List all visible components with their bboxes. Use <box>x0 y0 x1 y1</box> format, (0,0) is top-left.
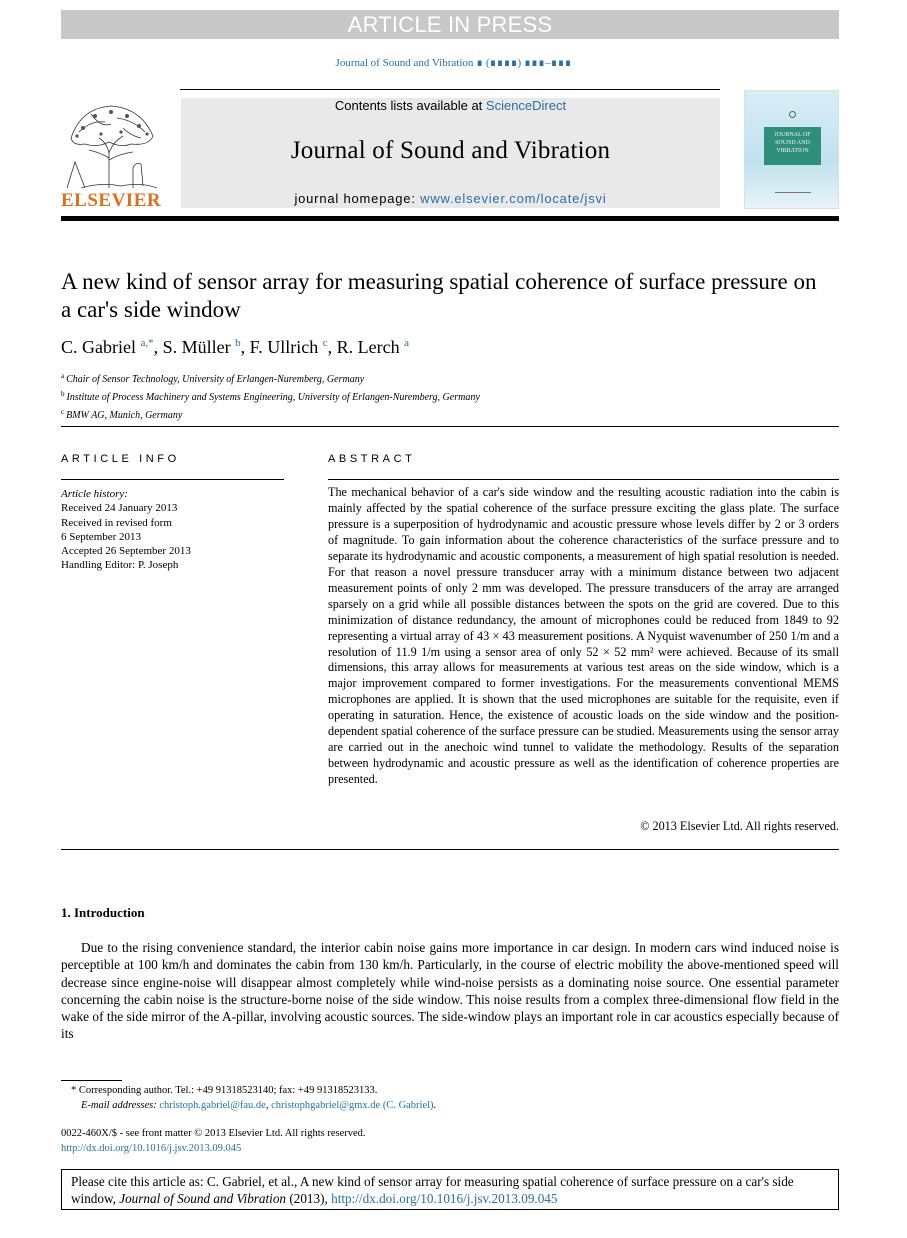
issn-block <box>61 1126 839 1156</box>
article-title: A new kind of sensor array for measuring spatial coherence of surface pressure on a car's side window <box>61 269 817 322</box>
issn-line: 0022-460X/$ - see front matter © 2013 Elsevier Ltd. All rights reserved. <box>61 1128 366 1139</box>
cover-emblem-icon <box>789 111 796 118</box>
article-history <box>61 487 284 573</box>
revised-date: 6 September 2013 <box>61 530 142 543</box>
introduction-text: Due to the rising convenience standard, the interior cabin noise gains more importance in car design. In modern cars wind induced noise is perceptible at 100 km/h and dominates the cabin from 130 km/h. Particularly, in the course of electric mobility the above-mentioned speed will decrease since engine-noise will disappear almost completely while wind-noise persists as a dominating noise source. One essential parameter concerning the cabin noise is the structure-borne noise of the side window. This noise results from a complex three-dimensional flow field in the wake of the side mirror of the A-pillar, involving acoustic sources. The side-window plays an important role in car acoustics especially because of its <box>61 940 839 1042</box>
journal-reference-link[interactable]: Journal of Sound and Vibration ∎ (∎∎∎∎) ∎∎∎–∎∎∎ <box>335 57 572 69</box>
affiliation-key: c <box>61 408 65 416</box>
affiliation-key: b <box>61 390 65 398</box>
author-name[interactable]: R. Lerch <box>336 337 400 357</box>
affiliation-text: BMW AG, Munich, Germany <box>66 410 183 421</box>
cover-title: JOURNAL OF SOUND AND VIBRATION <box>764 127 821 165</box>
section-divider <box>61 849 839 850</box>
handling-editor: Handling Editor: P. Joseph <box>61 559 179 572</box>
history-label: Article history: <box>61 488 128 500</box>
author-separator: , <box>153 337 163 357</box>
footnotes <box>61 1083 839 1113</box>
homepage-link[interactable]: www.elsevier.com/locate/jsvi <box>420 191 607 206</box>
affiliation-key: a <box>61 372 65 380</box>
doi-link[interactable]: http://dx.doi.org/10.1016/j.jsv.2013.09.045 <box>61 1143 242 1154</box>
author-affiliation-mark[interactable]: a <box>404 337 409 349</box>
corresponding-author-note: * Corresponding author. Tel.: +49 91318523140; fax: +49 91318523133. <box>71 1085 378 1096</box>
email-end: . <box>433 1100 437 1111</box>
footnote-rule <box>61 1080 122 1081</box>
author-name[interactable]: C. Gabriel <box>61 337 136 357</box>
author-name[interactable]: S. Müller <box>162 337 231 357</box>
abstract-rule <box>328 479 839 480</box>
cover-footer-mark <box>775 192 811 202</box>
author-affiliation-mark[interactable]: a,* <box>140 337 154 349</box>
affiliation-text: Chair of Sensor Technology, University of Erlangen-Nuremberg, Germany <box>66 374 365 385</box>
author-name[interactable]: F. Ullrich <box>249 337 319 357</box>
email-separator: , <box>265 1100 272 1111</box>
homepage-prefix: journal homepage: <box>294 191 421 206</box>
journal-title: Journal of Sound and Vibration <box>290 137 611 164</box>
elsevier-tree-logo <box>61 98 161 190</box>
author-separator: , <box>327 337 337 357</box>
citation-doi-link[interactable]: http://dx.doi.org/10.1016/j.jsv.2013.09.045 <box>331 1191 558 1206</box>
accepted-date: Accepted 26 September 2013 <box>61 545 191 558</box>
email-author-name[interactable]: (C. Gabriel) <box>382 1100 434 1111</box>
article-info-heading: ARTICLE INFO <box>61 453 180 465</box>
author-affiliation-mark[interactable]: b <box>235 337 241 349</box>
author-affiliation-mark[interactable]: c <box>322 337 328 349</box>
article-in-press-banner: ARTICLE IN PRESS <box>61 10 839 39</box>
email-line <box>61 1098 839 1113</box>
revised-label: Received in revised form <box>61 516 172 529</box>
affiliation-item <box>61 405 839 423</box>
contents-line <box>181 98 720 113</box>
abstract-heading: ABSTRACT <box>328 453 416 465</box>
affiliation-item <box>61 387 839 405</box>
citation-box <box>61 1169 839 1210</box>
sciencedirect-link[interactable]: ScienceDirect <box>485 98 567 113</box>
abstract-text: The mechanical behavior of a car's side window and the resulting acoustic radiation into the cabin is mainly affected by the spatial coherence of the surface pressure exciting the glass plate. The surface pressure is a superposition of hydrodynamic and acoustic pressure whose levels differ by 2 or 3 orders of magnitude. To gain information about the coherence characteristics of the surface pressure and to separate its hydrodynamic and acoustic components, a measurement of high spatial resolution is needed. For that reason a novel pressure transducer array with a minimum distance between two adjacent measurement points of only 2 mm was developed. The pressure transducers of the array are arranged sparsely on a grid while all possible distances between the spots on the grid are covered. Due to this minimization of distance redundancy, the amount of microphones could be reduced from 1849 to 92 representing a virtual array of 43 × 43 measurement positions. A Nyquist wavenumber of 250 1/m and a resolution of 11.9 1/m using a sensor area of only 52 × 52 mm² were achieved. Because of its small dimensions, this array allows for measurements at various test areas on the side window, which is a major improvement compared to former investigations. For the measurements conventional MEMS microphones are applied. It is shown that the used microphones are suitable for the requisite, even if operating in saturation. Hence, the existence of acoustic loads on the side window and the position-dependent spatial coherence of the surface pressure can be studied. Measurements using the sensor array are carried out in the anechoic wind tunnel to validate the methodology. Results of the separation between hydrodynamic and acoustic pressure as well as the identification of coherence properties are presented. <box>328 485 839 787</box>
contents-prefix: Contents lists available at <box>334 98 486 113</box>
affiliations <box>61 369 839 423</box>
elsevier-wordmark: ELSEVIER <box>61 190 162 211</box>
section-divider <box>61 426 839 427</box>
author-list <box>61 337 839 358</box>
header-thick-rule <box>61 216 839 221</box>
citation-year: (2013), <box>286 1191 332 1206</box>
affiliation-text: Institute of Process Machinery and Systems Engineering, University of Erlangen-Nuremberg, Germany <box>66 392 480 403</box>
affiliation-item <box>61 369 839 387</box>
header-top-rule <box>180 89 720 90</box>
article-info-rule <box>61 479 284 480</box>
citation-text: Please cite this article as: C. Gabriel, et al., A new kind of sensor array for measuring spatial coherence of surface pressure on a car's side window, <box>71 1174 794 1206</box>
email-link[interactable]: christophgabriel@gmx.de <box>271 1100 381 1111</box>
citation-journal: Journal of Sound and Vibration <box>119 1191 287 1206</box>
author-separator: , <box>240 337 250 357</box>
journal-cover-thumbnail[interactable] <box>744 90 839 209</box>
introduction-heading: 1. Introduction <box>61 905 145 920</box>
email-link[interactable]: christoph.gabriel@fau.de <box>159 1100 266 1111</box>
received-date: Received 24 January 2013 <box>61 502 178 515</box>
homepage-line <box>181 191 720 206</box>
abstract-copyright: © 2013 Elsevier Ltd. All rights reserved. <box>640 819 839 833</box>
email-label: E-mail addresses: <box>81 1100 160 1111</box>
